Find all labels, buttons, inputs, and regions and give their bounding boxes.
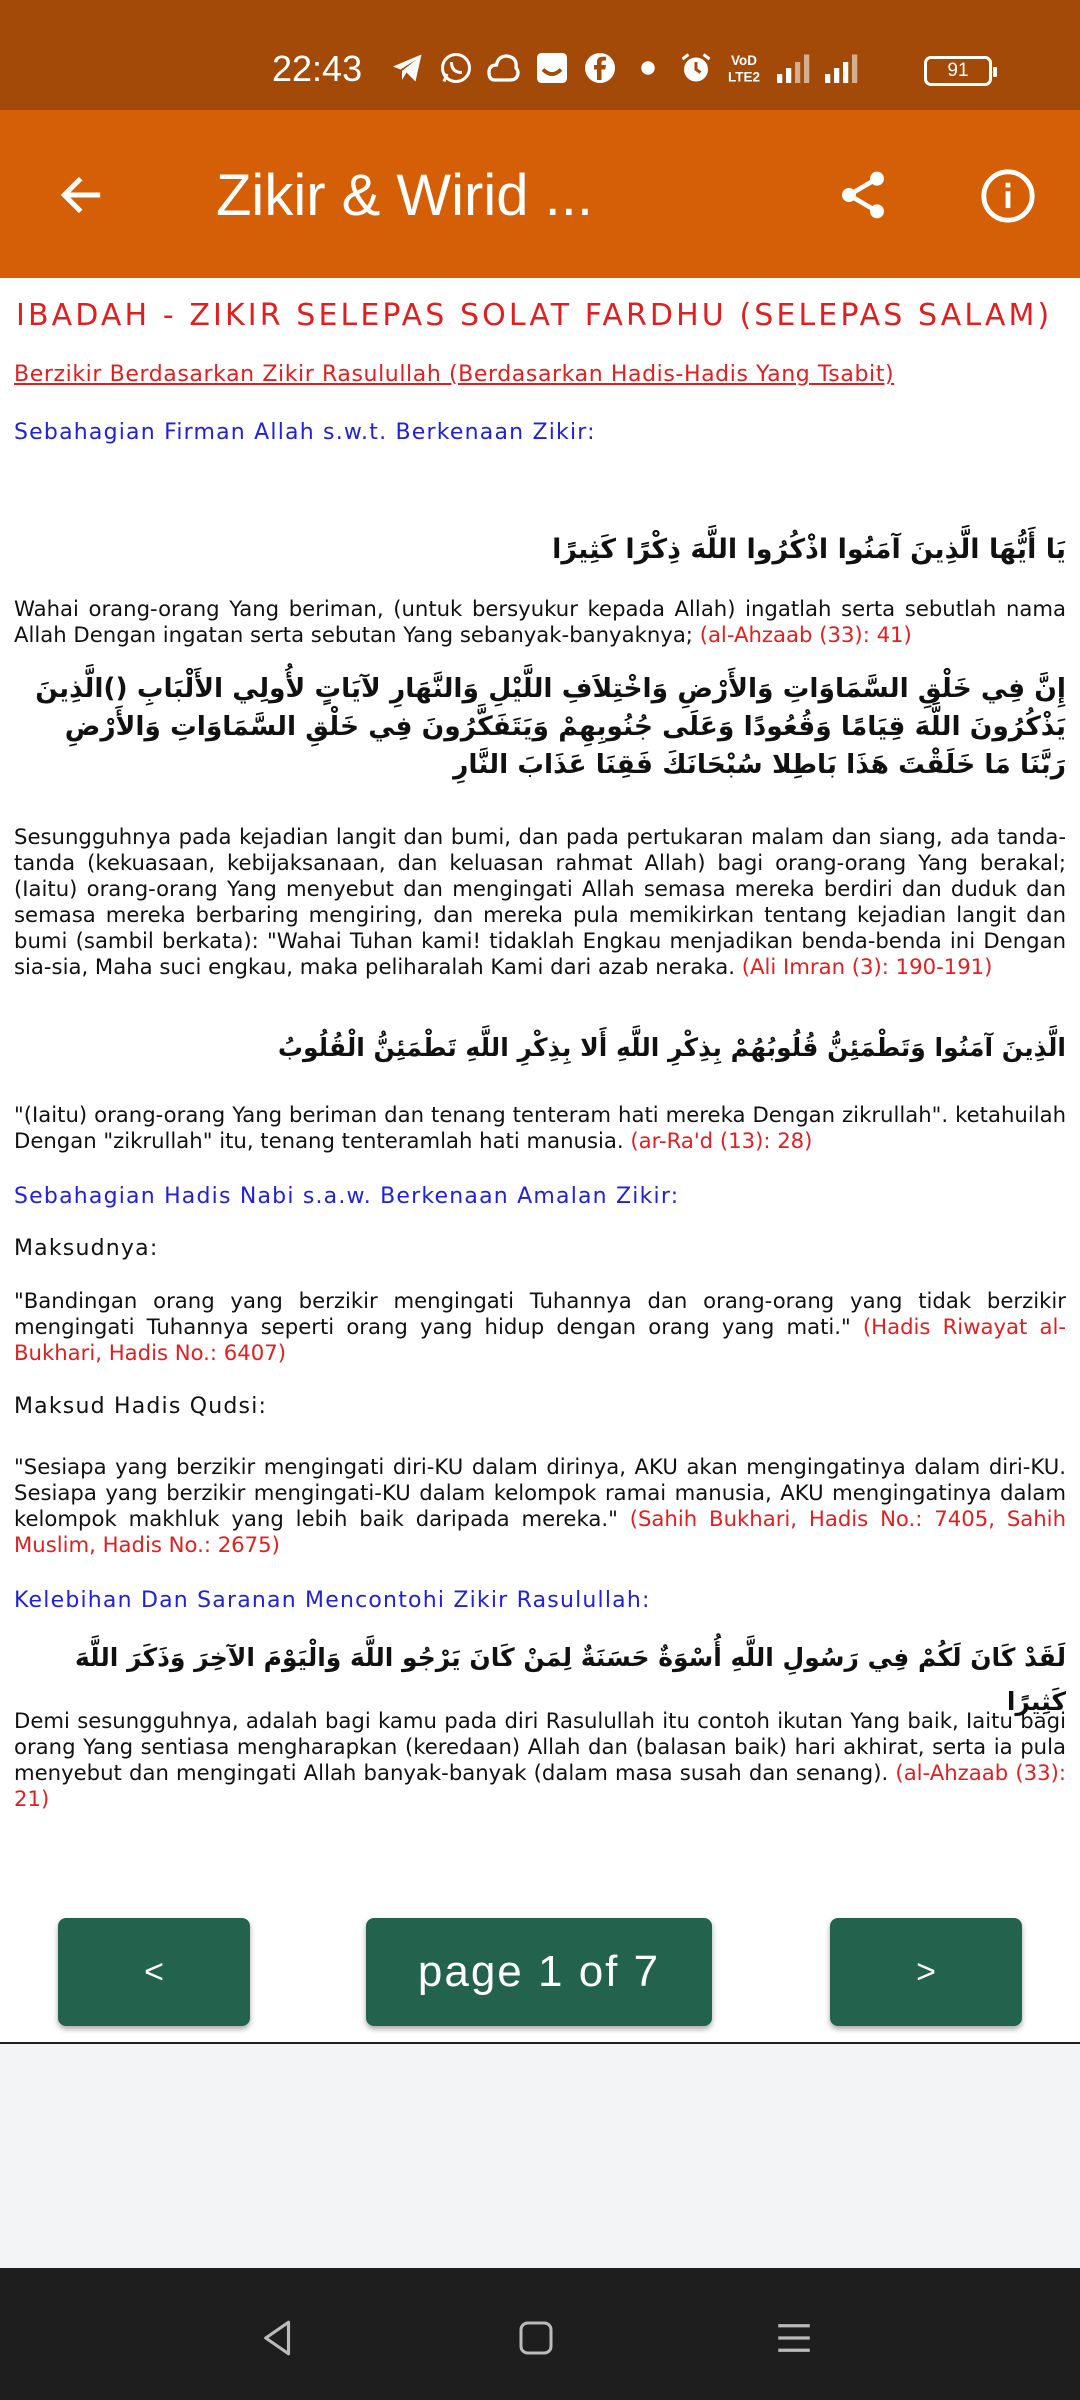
hadis-translation-1 <box>14 1288 1066 1366</box>
info-icon <box>979 167 1037 225</box>
translation-2-text: Sesungguhnya pada kejadian langit dan bumi, dan pada pertukaran malam dan siang, ada tanda-tanda (kekuasaan, kebijaksanaan, dan keluasan rahmat Allah) bagi orang-orang Yang berakal; (Iaitu) orang-orang Yang menyebut dan mengingati Allah semasa mereka berdiri dan duduk dan semasa mereka berbaring mengiring, dan mereka pula memikirkan tentang kejadian langit dan bumi (sambil berkata): "Wahai Tuhan kami! tidaklah Engkau menjadikan benda-benda ini Dengan sia-sia, Maha suci engkau, maka peliharalah Kami dari azab neraka. <box>14 824 1066 979</box>
label-maksudnya: Maksudnya: <box>14 1236 159 1261</box>
arabic-verse-2: إِنَّ فِي خَلْقِ السَّمَاوَاتِ وَالأَرْضِ وَاخْتِلاَفِ اللَّيْلِ وَالنَّهَارِ لآيَاتٍ لأُولِي الأَلْبَابِ ()الَّذِينَ يَذْكُرُونَ اللَّهَ قِيَامًا وَقُعُودًا وَعَلَى جُنُوبِهِمْ وَيَتَفَكَّرُونَ فِي خَلْقِ السَّمَاوَاتِ وَالأَرْضِ رَبَّنَا مَا خَلَقْتَ هَذَا بَاطِلا سُبْحَانَكَ فَقِنَا عَذَابَ النَّارِ <box>35 673 1066 780</box>
nav-menu-icon <box>773 2317 815 2359</box>
volte-icon <box>726 50 762 86</box>
nav-home-icon <box>516 2318 556 2358</box>
svg-text:VoD: VoD <box>731 53 757 68</box>
previous-page-button[interactable]: < <box>58 1918 250 2026</box>
translation-2 <box>14 824 1066 980</box>
whatsapp-icon <box>438 50 474 86</box>
nav-back-button[interactable] <box>248 2308 308 2368</box>
translation-1-ref: (al-Ahzaab (33): 41) <box>699 622 912 647</box>
arabic-verse-4: لَقَدْ كَانَ لَكُمْ فِي رَسُولِ اللَّهِ أُسْوَةٌ حَسَنَةٌ لِمَنْ كَانَ يَرْجُو اللَّهَ وَالْيَوْمَ الآخِرَ وَذَكَرَ اللَّهَ كَثِيرًا <box>74 1643 1066 1716</box>
status-bar <box>0 0 1080 110</box>
hadis-translation-2-ref: (Sahih Bukhari, Hadis No.: 7405, Sahih Muslim, Hadis No.: 2675) <box>14 1506 1067 1557</box>
nav-back-icon <box>257 2317 299 2359</box>
signal-icon <box>822 50 858 86</box>
inbox-icon <box>534 50 570 86</box>
label-maksud-hadis-qudsi: Maksud Hadis Qudsi: <box>14 1394 268 1419</box>
system-navigation-bar <box>0 2268 1080 2400</box>
nav-home-button[interactable] <box>506 2308 566 2368</box>
share-icon <box>835 167 891 223</box>
hadis-translation-1-ref: (Hadis Riwayat al-Bukhari, Hadis No.: 6407) <box>14 1314 1066 1365</box>
status-icons <box>390 50 858 86</box>
dot-icon <box>630 50 666 86</box>
translation-1-text: Wahai orang-orang Yang beriman, (untuk bersyukur kepada Allah) ingatlah serta sebutlah nama Allah Dengan ingatan serta sebutan Yang sebanyak-banyaknya; <box>14 596 1066 647</box>
page-heading: IBADAH - ZIKIR SELEPAS SOLAT FARDHU (SELEPAS SALAM) <box>16 298 1053 333</box>
translation-3-ref: (ar-Ra'd (13): 28) <box>630 1128 813 1153</box>
translation-4-ref: (al-Ahzaab (33): 21) <box>14 1760 1066 1811</box>
section-title-kelebihan: Kelebihan Dan Saranan Mencontohi Zikir Rasulullah: <box>14 1588 651 1613</box>
translation-3 <box>14 1102 1066 1154</box>
section-title-hadis: Sebahagian Hadis Nabi s.a.w. Berkenaan Amalan Zikir: <box>14 1184 680 1209</box>
translation-4 <box>14 1708 1066 1812</box>
nav-menu-button[interactable] <box>764 2308 824 2368</box>
hadis-translation-2-text: "Sesiapa yang berzikir mengingati diri-KU dalam dirinya, AKU akan mengingatinya dalam diri-KU. Sesiapa yang berzikir mengingati-KU dalam kelompok ramai manusia, AKU mengingatinya dalam kelompok makhluk yang lebih baik daripada mereka." <box>14 1454 1066 1531</box>
back-button[interactable] <box>46 160 116 230</box>
translation-1 <box>14 596 1066 648</box>
page-indicator-button[interactable]: page 1 of 7 <box>366 1918 712 2026</box>
translation-4-text: Demi sesungguhnya, adalah bagi kamu pada diri Rasulullah itu contoh ikutan Yang baik, Iaitu bagi orang Yang sentiasa mengharapkan (keredaan) Allah dan (balasan baik) hari akhirat, serta ia pula menyebut dan mengingati Allah banyak-banyak (dalam masa susah dan senang). <box>14 1708 1066 1785</box>
page-subheading: Berzikir Berdasarkan Zikir Rasulullah (Berdasarkan Hadis-Hadis Yang Tsabit) <box>14 362 895 387</box>
info-button[interactable] <box>972 160 1044 232</box>
cloud-icon <box>486 50 522 86</box>
next-page-button[interactable]: > <box>830 1918 1022 2026</box>
arabic-verse-3: الَّذِينَ آمَنُوا وَتَطْمَئِنُّ قُلُوبُهُمْ بِذِكْرِ اللَّهِ أَلا بِذِكْرِ اللَّهِ تَطْمَئِنُّ الْقُلُوبُ <box>277 1033 1066 1062</box>
section-title-firman: Sebahagian Firman Allah s.w.t. Berkenaan Zikir: <box>14 420 596 445</box>
translation-2-ref: (Ali Imran (3): 190-191) <box>741 954 993 979</box>
arrow-back-icon <box>56 170 106 220</box>
translation-3-text: "(Iaitu) orang-orang Yang beriman dan tenang tenteram hati mereka Dengan zikrullah". ketahuilah Dengan "zikrullah" itu, tenang tenteramlah hati manusia. <box>14 1102 1066 1153</box>
app-title: Zikir & Wirid ... <box>216 163 593 228</box>
svg-text:LTE2: LTE2 <box>727 69 761 85</box>
hadis-translation-1-text: "Bandingan orang yang berzikir mengingati Tuhannya dan orang-orang yang tidak berzikir mengingati Tuhannya seperti orang yang hidup dengan orang yang mati." <box>14 1288 1066 1339</box>
alarm-icon <box>678 50 714 86</box>
battery-level: 91 <box>947 60 969 81</box>
facebook-icon <box>582 50 618 86</box>
content-area[interactable] <box>0 278 1080 2044</box>
telegram-icon <box>390 50 426 86</box>
app-bar <box>0 110 1080 278</box>
arabic-verse-1: يَا أَيُّهَا الَّذِينَ آمَنُوا اذْكُرُوا اللَّهَ ذِكْرًا كَثِيرًا <box>552 534 1066 565</box>
battery-indicator <box>924 56 992 86</box>
hadis-translation-2 <box>14 1454 1066 1558</box>
share-button[interactable] <box>828 160 898 230</box>
signal-icon <box>774 50 810 86</box>
status-time: 22:43 <box>272 48 363 89</box>
pager <box>0 1900 1080 2040</box>
